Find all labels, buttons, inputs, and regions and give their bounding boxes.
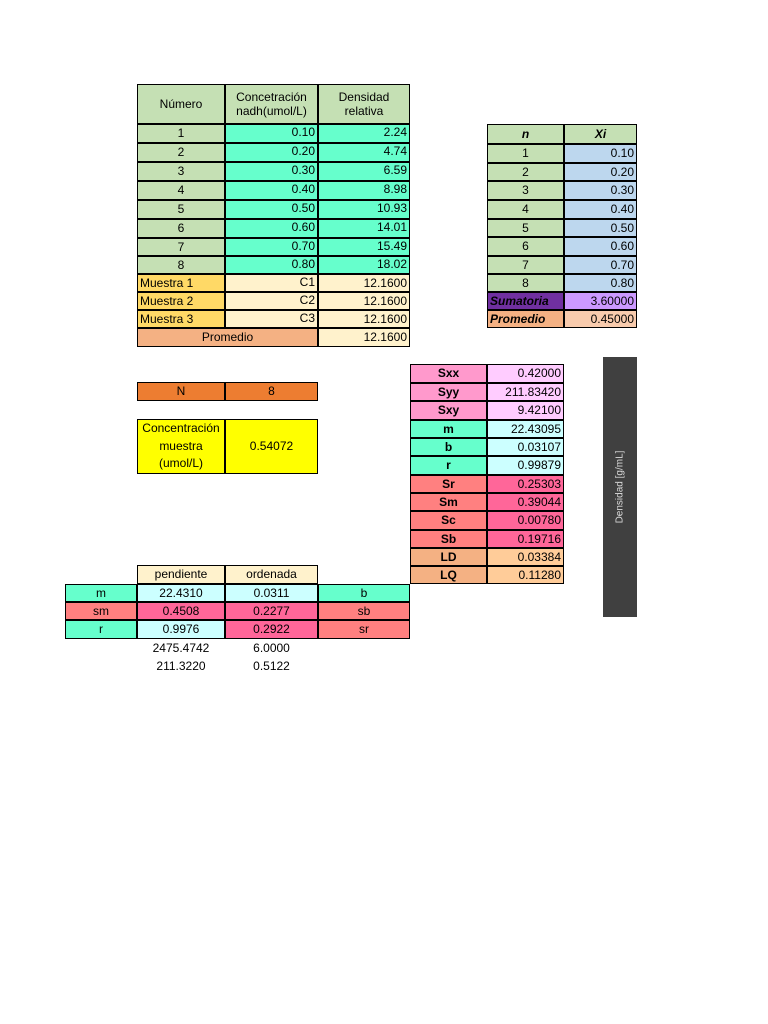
xi-row-n: 7 xyxy=(487,256,564,274)
row-density: 10.93 xyxy=(318,200,410,219)
row-density: 18.02 xyxy=(318,256,410,274)
concentration-label-line: Concentración xyxy=(142,421,220,436)
regression-header-ordenada: ordenada xyxy=(225,565,318,584)
concentration-value: 0.54072 xyxy=(225,419,318,474)
xi-row-value: 0.20 xyxy=(564,163,637,181)
xi-row-n: 2 xyxy=(487,163,564,181)
xi-average-value: 0.45000 xyxy=(564,310,637,328)
chart-axis-label: Densidad [g/mL] xyxy=(614,450,626,524)
regression-left-label: sm xyxy=(65,602,137,620)
sample-code: C3 xyxy=(225,310,318,328)
regression-extra-slope: 211.3220 xyxy=(156,658,206,673)
header-numero: Número xyxy=(137,84,225,124)
row-number: 6 xyxy=(137,219,225,238)
stat-value: 0.03384 xyxy=(487,548,564,566)
xi-header-xi: Xi xyxy=(564,124,637,144)
xi-row-n: 8 xyxy=(487,274,564,292)
sample-code: C1 xyxy=(225,274,318,292)
row-concentration: 0.80 xyxy=(225,256,318,274)
stat-value: 211.83420 xyxy=(487,383,564,401)
stat-value: 0.42000 xyxy=(487,364,564,383)
xi-row-value: 0.10 xyxy=(564,144,637,163)
sample-code: C2 xyxy=(225,292,318,310)
xi-row-n: 6 xyxy=(487,237,564,256)
stat-label: Sxy xyxy=(410,401,487,420)
sample-label: Muestra 3 xyxy=(137,310,225,328)
stat-label: Sb xyxy=(410,530,487,548)
xi-row-value: 0.80 xyxy=(564,274,637,292)
stat-value: 0.19716 xyxy=(487,530,564,548)
row-density: 15.49 xyxy=(318,238,410,256)
stat-value: 0.11280 xyxy=(487,566,564,584)
regression-left-label: m xyxy=(65,584,137,602)
stat-label: Sr xyxy=(410,475,487,493)
row-density: 2.24 xyxy=(318,124,410,143)
xi-row-n: 5 xyxy=(487,219,564,237)
row-concentration: 0.40 xyxy=(225,181,318,200)
row-number: 7 xyxy=(137,238,225,256)
stat-value: 0.03107 xyxy=(487,438,564,456)
regression-header-pendiente: pendiente xyxy=(137,565,225,584)
row-number: 1 xyxy=(137,124,225,143)
xi-row-n: 3 xyxy=(487,181,564,200)
stat-value: 22.43095 xyxy=(487,420,564,438)
row-concentration: 0.20 xyxy=(225,143,318,162)
regression-left-label: r xyxy=(65,620,137,639)
stat-value: 0.99879 xyxy=(487,456,564,475)
stat-label: r xyxy=(410,456,487,475)
row-density: 4.74 xyxy=(318,143,410,162)
row-number: 2 xyxy=(137,143,225,162)
stat-value: 0.25303 xyxy=(487,475,564,493)
stat-label: Syy xyxy=(410,383,487,401)
concentration-label-line: muestra xyxy=(159,438,203,453)
stat-value: 0.39044 xyxy=(487,493,564,511)
header-densidad: Densidad relativa xyxy=(318,84,410,124)
regression-slope: 0.9976 xyxy=(137,620,225,639)
sample-value: 12.1600 xyxy=(318,292,410,310)
stat-value: 9.42100 xyxy=(487,401,564,420)
row-concentration: 0.70 xyxy=(225,238,318,256)
regression-intercept: 0.2922 xyxy=(225,620,318,639)
row-concentration: 0.50 xyxy=(225,200,318,219)
stat-label: Sxx xyxy=(410,364,487,383)
xi-row-value: 0.40 xyxy=(564,200,637,219)
xi-row-n: 1 xyxy=(487,144,564,163)
xi-row-value: 0.70 xyxy=(564,256,637,274)
sample-value: 12.1600 xyxy=(318,274,410,292)
row-number: 3 xyxy=(137,162,225,181)
row-density: 14.01 xyxy=(318,219,410,238)
xi-header-n: n xyxy=(487,124,564,144)
row-number: 4 xyxy=(137,181,225,200)
n-label: N xyxy=(137,382,225,401)
regression-extra-slope: 2475.4742 xyxy=(152,640,210,655)
header-concentracion: Concetración nadh(umol/L) xyxy=(225,84,318,124)
stat-label: b xyxy=(410,438,487,456)
xi-average-label: Promedio xyxy=(487,310,564,328)
sample-label: Muestra 1 xyxy=(137,274,225,292)
regression-right-label: sb xyxy=(318,602,410,620)
xi-row-value: 0.50 xyxy=(564,219,637,237)
sample-value: 12.1600 xyxy=(318,310,410,328)
stat-label: LQ xyxy=(410,566,487,584)
row-concentration: 0.60 xyxy=(225,219,318,238)
xi-row-n: 4 xyxy=(487,200,564,219)
row-density: 6.59 xyxy=(318,162,410,181)
xi-row-value: 0.30 xyxy=(564,181,637,200)
chart-axis-panel xyxy=(603,357,637,617)
row-number: 8 xyxy=(137,256,225,274)
regression-right-label: b xyxy=(318,584,410,602)
regression-slope: 22.4310 xyxy=(137,584,225,602)
xi-sum-label: Sumatoria xyxy=(487,292,564,310)
xi-row-value: 0.60 xyxy=(564,237,637,256)
n-value: 8 xyxy=(225,382,318,401)
xi-sum-value: 3.60000 xyxy=(564,292,637,310)
stat-label: Sc xyxy=(410,511,487,530)
average-label: Promedio xyxy=(137,328,318,347)
row-concentration: 0.30 xyxy=(225,162,318,181)
concentration-label xyxy=(137,419,225,474)
regression-extra-intercept: 0.5122 xyxy=(253,658,290,673)
regression-intercept: 0.2277 xyxy=(225,602,318,620)
regression-right-label: sr xyxy=(318,620,410,639)
stat-value: 0.00780 xyxy=(487,511,564,530)
stat-label: m xyxy=(410,420,487,438)
row-density: 8.98 xyxy=(318,181,410,200)
average-value: 12.1600 xyxy=(318,328,410,347)
row-concentration: 0.10 xyxy=(225,124,318,143)
regression-intercept: 0.0311 xyxy=(225,584,318,602)
stat-label: LD xyxy=(410,548,487,566)
sample-label: Muestra 2 xyxy=(137,292,225,310)
concentration-label-line: (umol/L) xyxy=(158,456,203,471)
regression-extra-intercept: 6.0000 xyxy=(253,640,290,655)
stat-label: Sm xyxy=(410,493,487,511)
regression-slope: 0.4508 xyxy=(137,602,225,620)
row-number: 5 xyxy=(137,200,225,219)
